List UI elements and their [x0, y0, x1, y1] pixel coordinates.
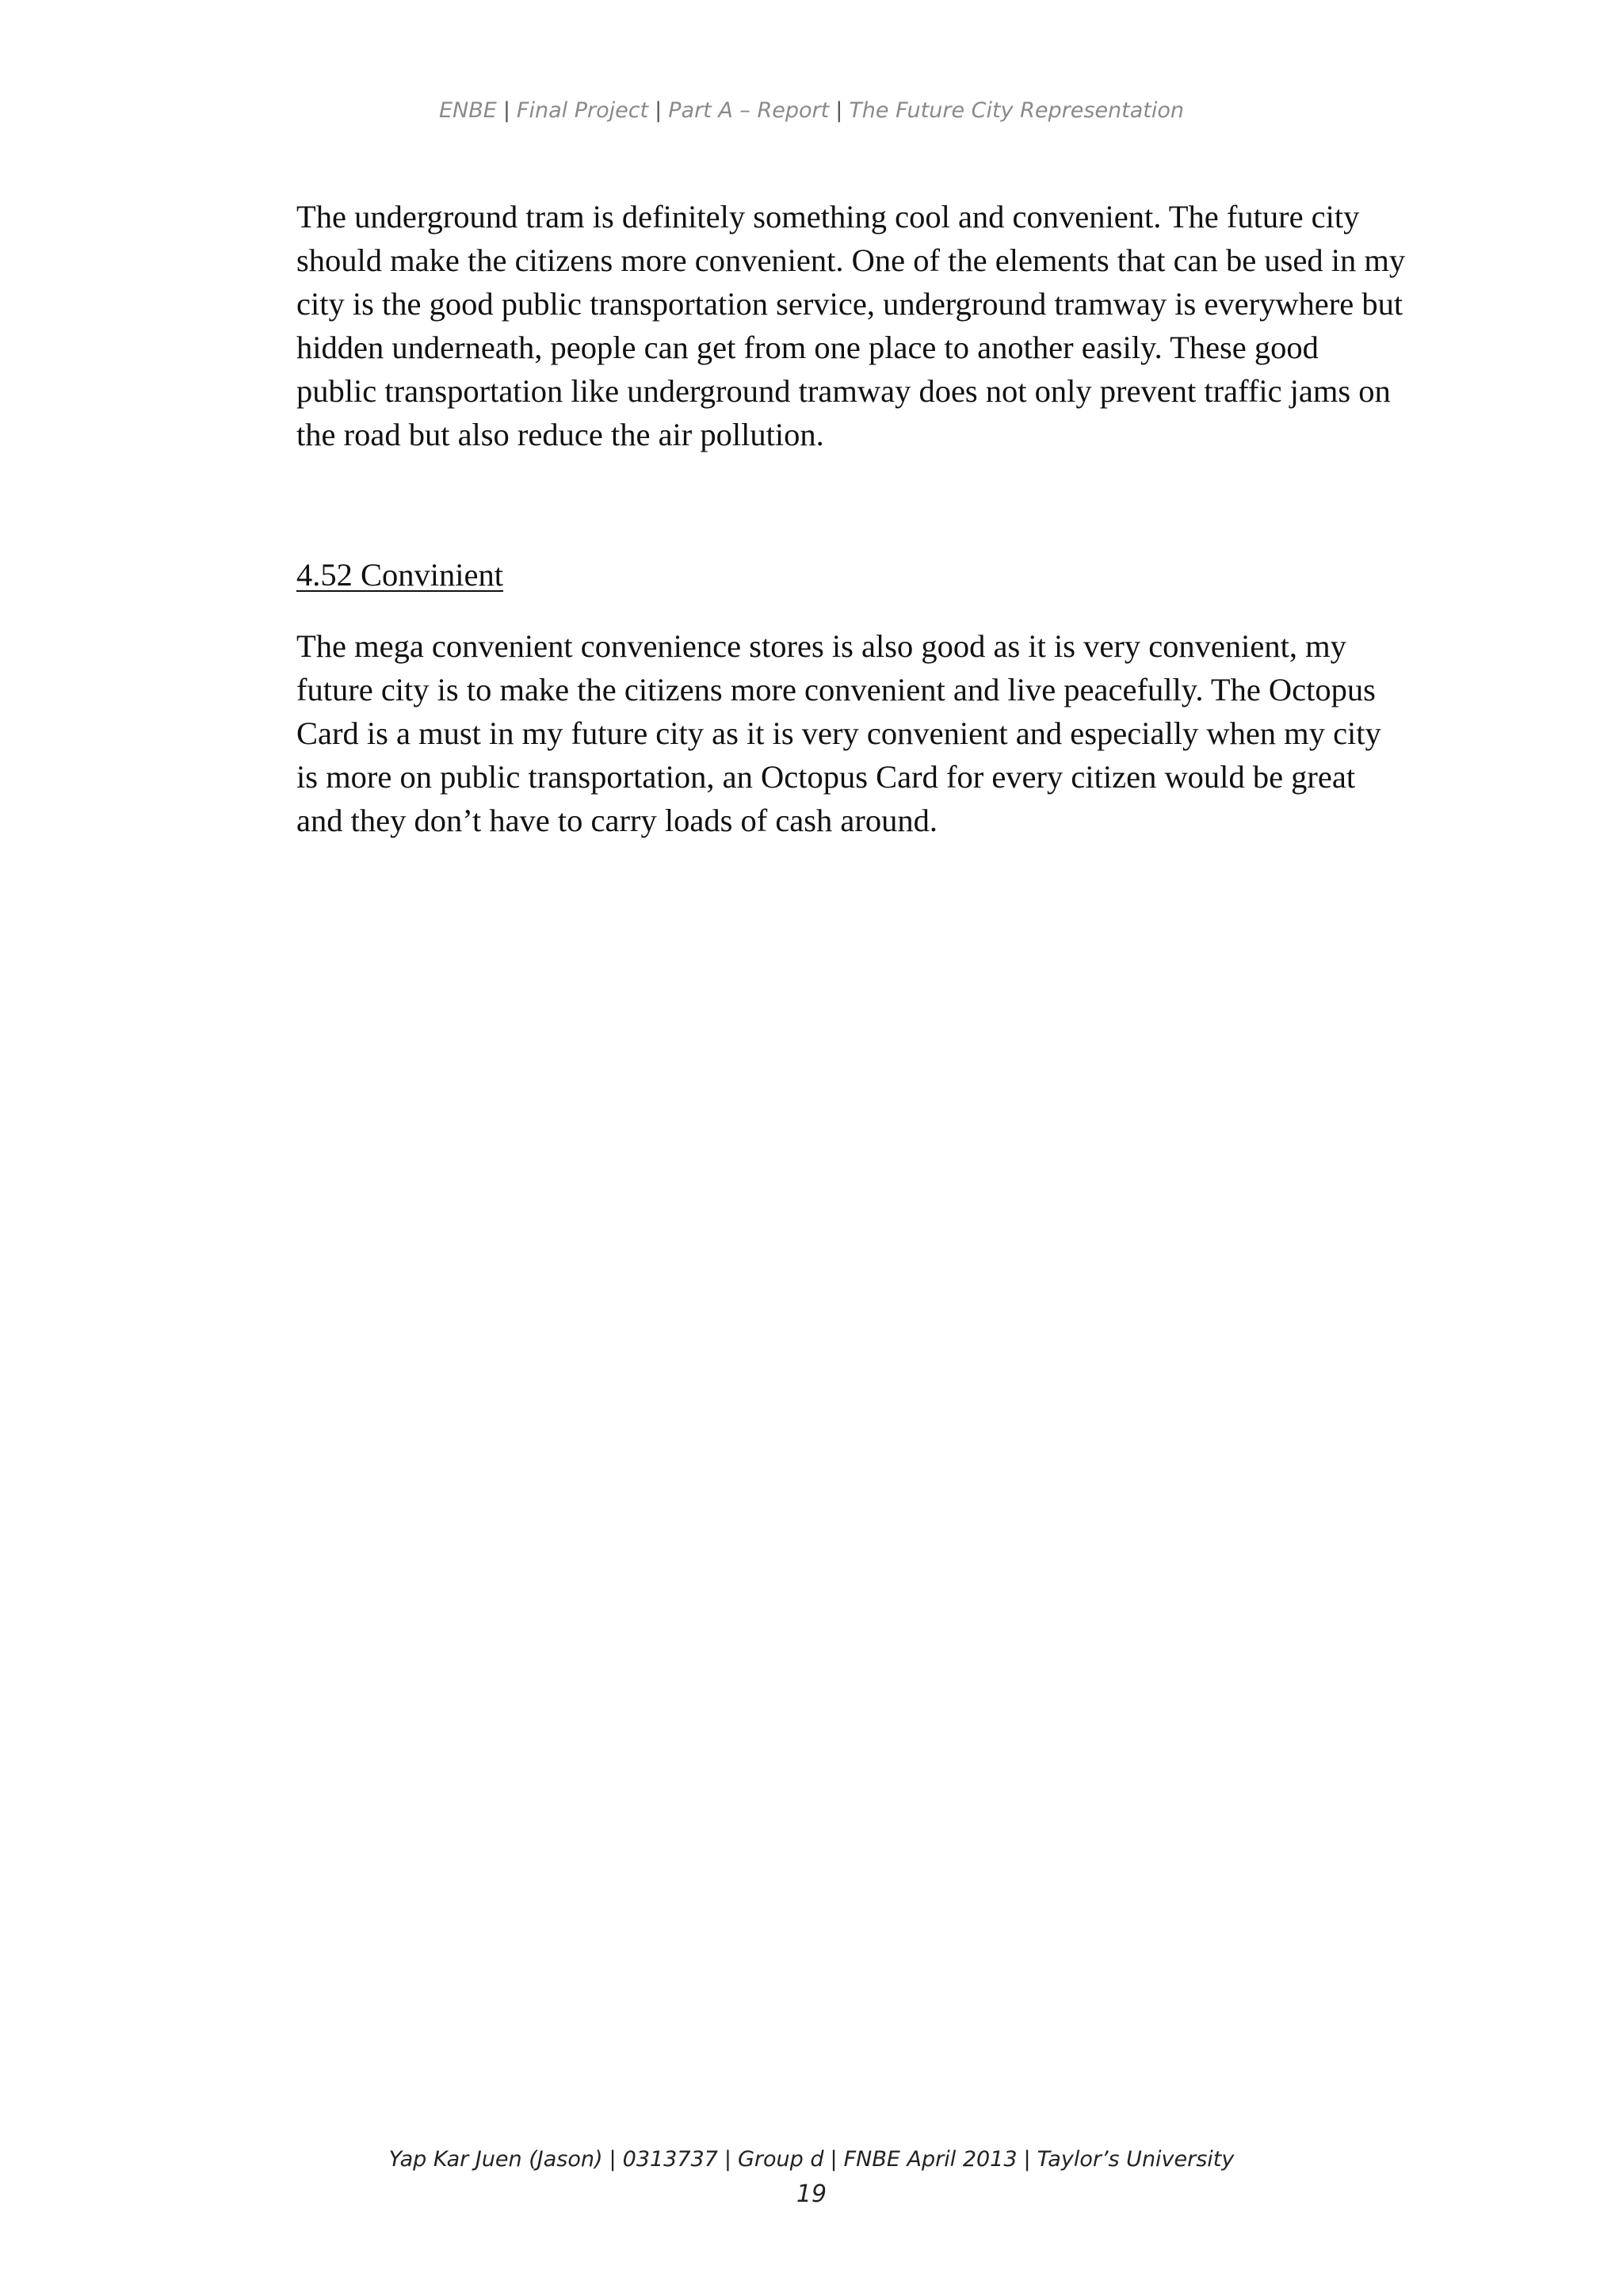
footer-author: Yap Kar Juen (Jason): [388, 2147, 603, 2172]
footer-separator: |: [724, 2147, 731, 2172]
paragraph-line: future city is to make the citizens more convenient and live peacefully. The Octopus: [296, 672, 1376, 707]
paragraph-line: hidden underneath, people can get from one place to another easily. These good: [296, 330, 1319, 365]
footer-group: Group d: [738, 2147, 824, 2172]
footer-separator: |: [830, 2147, 838, 2172]
header-separator: |: [655, 98, 663, 123]
header-project: Final Project: [516, 98, 649, 123]
header-course: ENBE: [438, 98, 497, 123]
footer-intake: FNBE April 2013: [843, 2147, 1018, 2172]
paragraph-line: Card is a must in my future city as it is very convenient and especially when my city: [296, 715, 1381, 751]
footer-separator: |: [1023, 2147, 1031, 2172]
paragraph-line: The mega convenient convenience stores is also good as it is very convenient, my: [296, 628, 1346, 664]
paragraph-line: should make the citizens more convenient. One of the elements that can be used in my: [296, 242, 1406, 278]
paragraph-line: The underground tram is definitely something cool and convenient. The future city: [296, 199, 1360, 235]
paragraph-line: is more on public transportation, an Octopus Card for every citizen would be great: [296, 759, 1356, 795]
footer-student-id: 0313737: [622, 2147, 718, 2172]
paragraph-line: and they don’t have to carry loads of cash around.: [296, 803, 938, 838]
paragraph-line: public transportation like underground tramway does not only prevent traffic jams on: [296, 373, 1391, 409]
header-separator: |: [502, 98, 510, 123]
header-part: Part A – Report: [668, 98, 830, 123]
page-number: 19: [796, 2180, 827, 2208]
footer-university: Taylor’s University: [1037, 2147, 1235, 2172]
header-topic: The Future City Representation: [849, 98, 1185, 123]
footer-separator: |: [609, 2147, 617, 2172]
header-separator: |: [835, 98, 843, 123]
paragraph-underground-tram: [296, 195, 1438, 456]
running-footer: [0, 2147, 1623, 2172]
running-header: [0, 98, 1623, 123]
paragraph-line: the road but also reduce the air pollution.: [296, 417, 824, 452]
paragraph-line: city is the good public transportation service, underground tramway is everywhere but: [296, 286, 1403, 322]
section-heading: 4.52 Convinient: [296, 557, 503, 593]
paragraph-convenience: [296, 624, 1438, 842]
